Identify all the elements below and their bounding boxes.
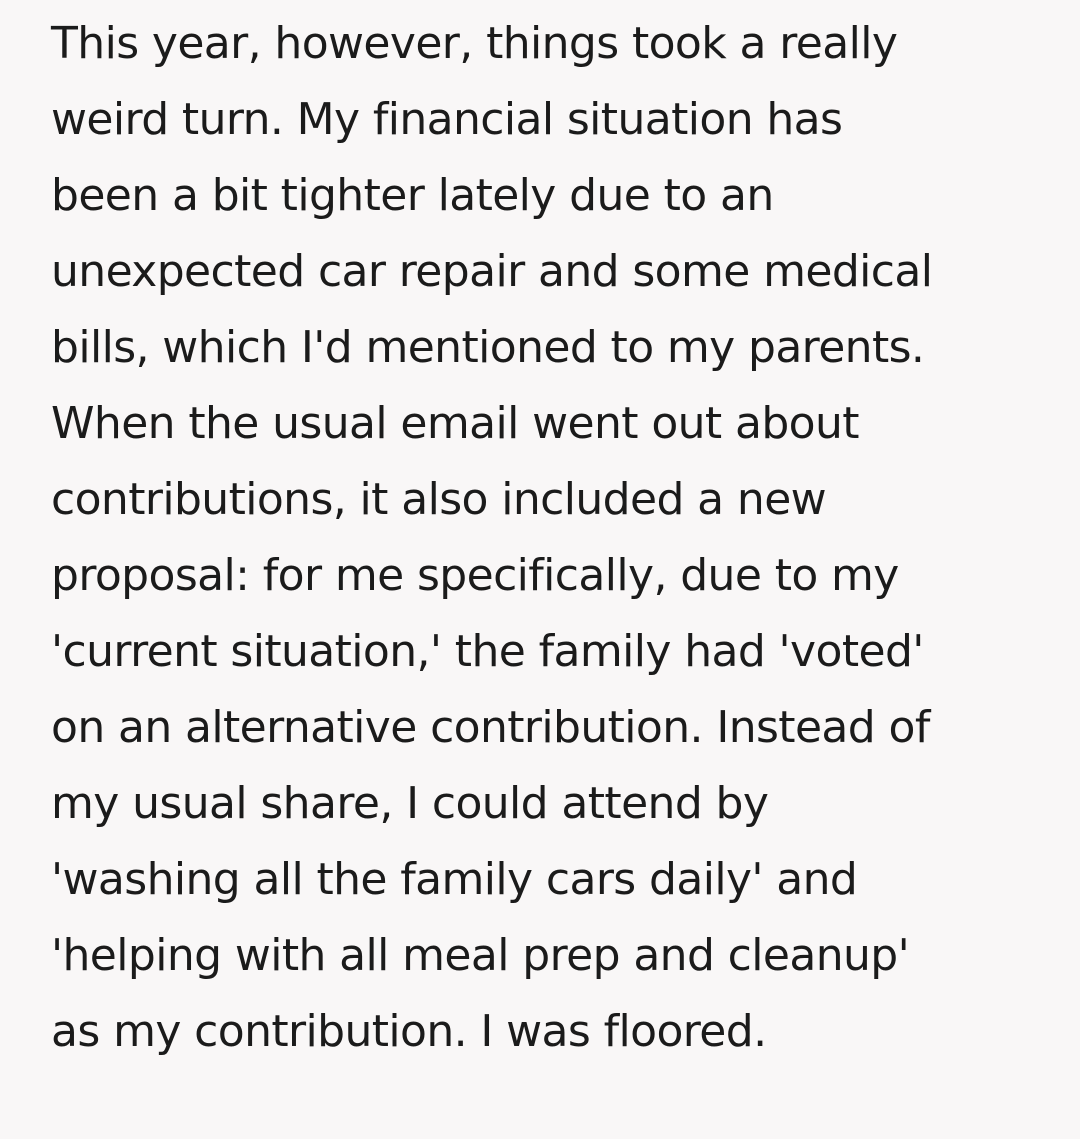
paragraph-line: weird turn. My financial situation has — [51, 94, 843, 145]
paragraph-line: bills, which I'd mentioned to my parents. — [51, 322, 925, 373]
paragraph-line: 'helping with all meal prep and cleanup' — [51, 930, 910, 981]
article-paragraph — [51, 6, 1061, 1070]
paragraph-line: This year, however, things took a really — [51, 18, 898, 69]
paragraph-line: proposal: for me specifically, due to my — [51, 550, 899, 601]
paragraph-line: as my contribution. I was floored. — [51, 1006, 767, 1057]
paragraph-line: 'washing all the family cars daily' and — [51, 854, 858, 905]
paragraph-line: 'current situation,' the family had 'voted' — [51, 626, 924, 677]
paragraph-line: been a bit tighter lately due to an — [51, 170, 774, 221]
paragraph-line: my usual share, I could attend by — [51, 778, 769, 829]
paragraph-line: on an alternative contribution. Instead of — [51, 702, 930, 753]
paragraph-line: unexpected car repair and some medical — [51, 246, 933, 297]
paragraph-line: When the usual email went out about — [51, 398, 859, 449]
paragraph-line: contributions, it also included a new — [51, 474, 827, 525]
